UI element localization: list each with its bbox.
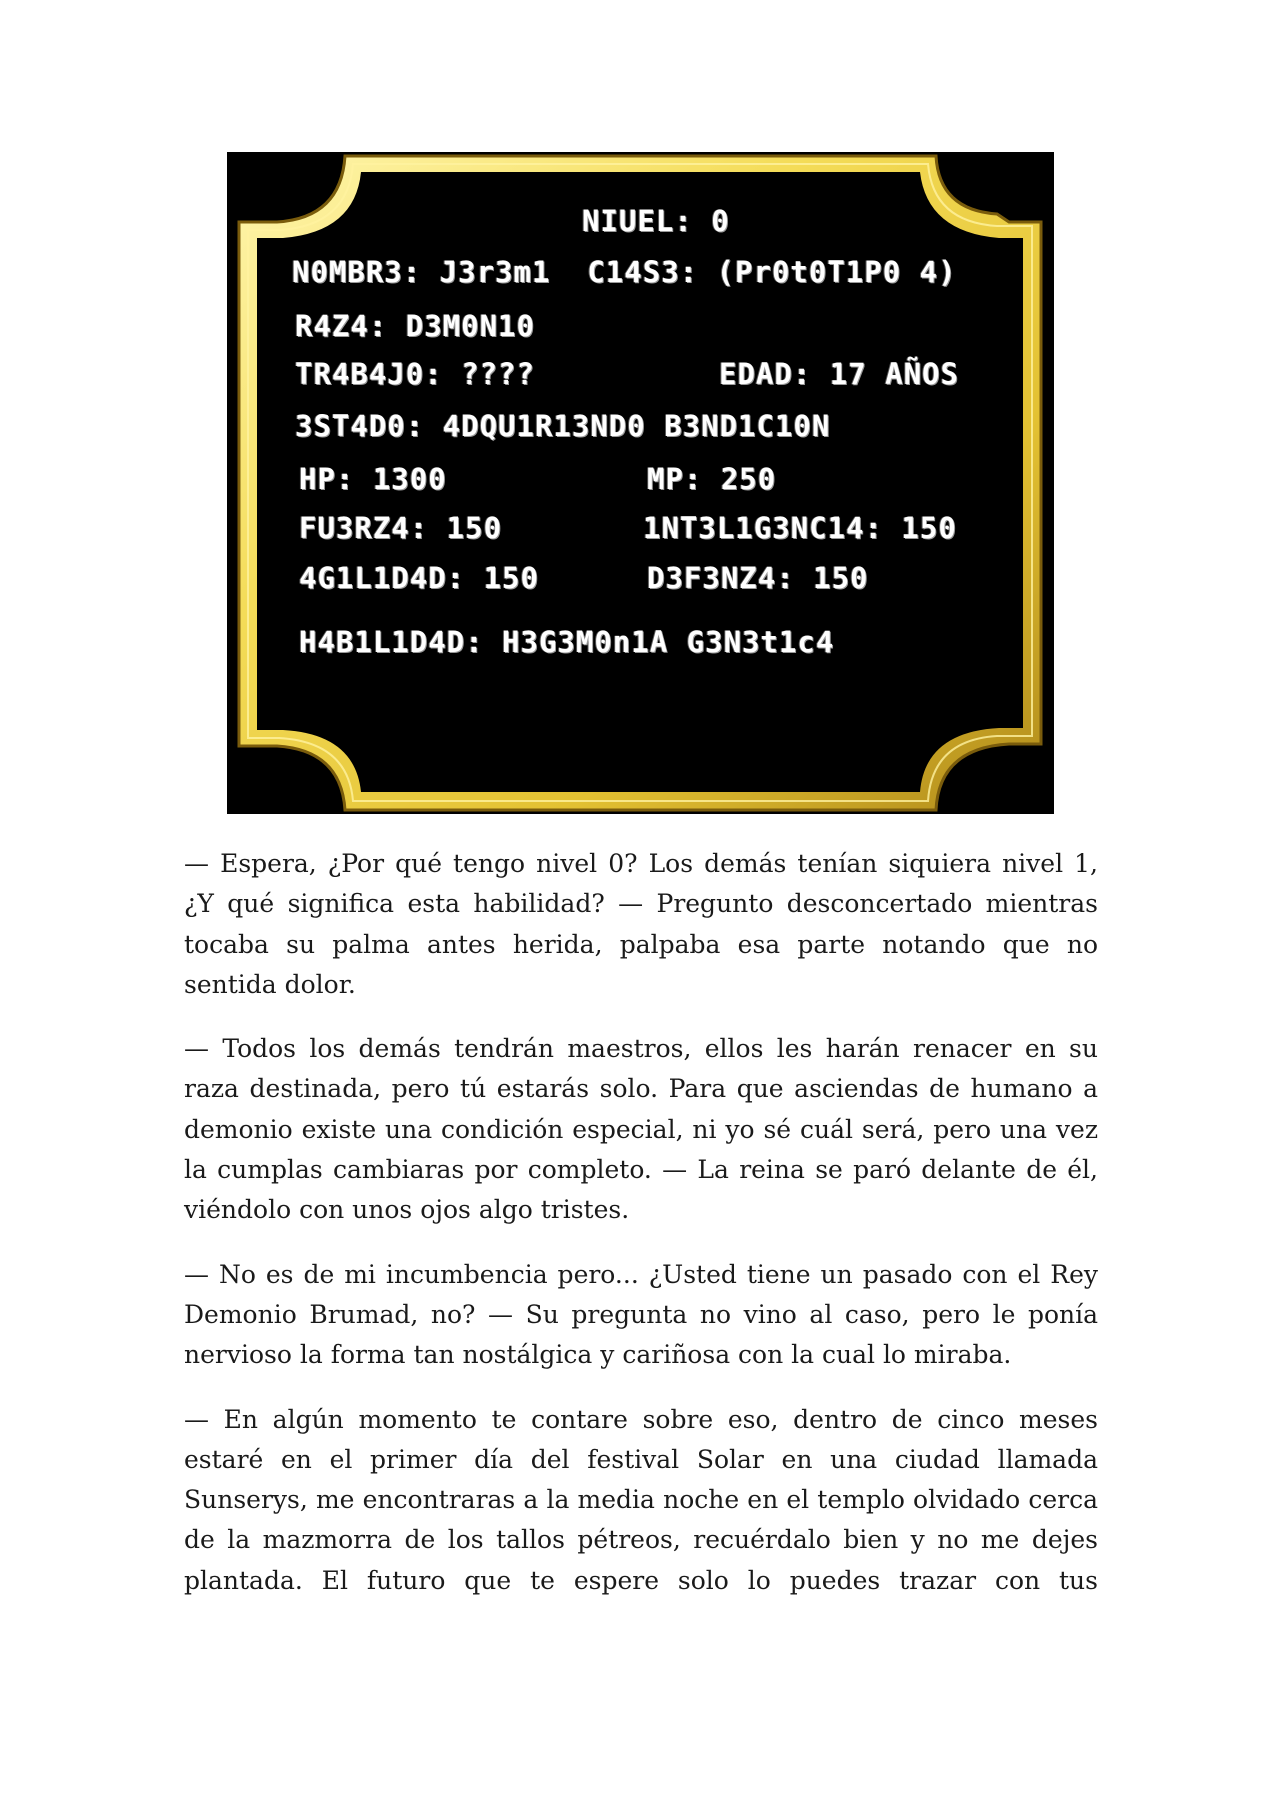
status-hp: HP: 1300 (299, 462, 447, 496)
paragraph: — No es de mi incumbencia pero... ¿Usted tiene un pasado con el Rey Demonio Brumad, no? — Su pregunta no vino al caso, pero le ponía nervioso la forma tan nostálgica y cariñosa con la cual lo miraba. (184, 1259, 1098, 1370)
status-state: 3ST4D0: 4DQU1R13ND0 B3ND1C10N (295, 409, 831, 443)
paragraph: — Todos los demás tendrán maestros, ellos les harán renacer en su raza destinada, pero tú estarás solo. Para que asciendas de humano a demonio existe una condición especial, ni yo sé cuál será, pero una vez la cumplas cambiaras por completo. — La reina se paró delante de él, viéndolo con unos ojos algo tristes. (184, 1034, 1098, 1225)
status-defense: D3F3NZ4: 150 (647, 561, 869, 595)
status-window-image (227, 152, 1054, 814)
status-race: R4Z4: D3M0N10 (295, 309, 535, 343)
paragraph: — Espera, ¿Por qué tengo nivel 0? Los demás tenían siquiera nivel 1, ¿Y qué significa esta habilidad? — Pregunto desconcertado mientras tocaba su palma antes herida, palpaba esa parte notando que no sentida dolor. (184, 849, 1098, 999)
status-agility: 4G1L1D4D: 150 (299, 561, 539, 595)
status-mp: MP: 250 (647, 462, 777, 496)
story-text (184, 844, 1098, 1625)
status-level: NIUEL: 0 (582, 204, 730, 238)
status-age: EDAD: 17 AÑOS (719, 357, 959, 391)
paragraph: — En algún momento te contare sobre eso, dentro de cinco meses estaré en el primer día del festival Solar en una ciudad llamada Sunserys, me encontraras a la media noche en el templo olvidado cerca de la mazmorra de los tallos pétreos, recuérdalo bien y no me dejes plantada. El futuro que te espere solo lo puedes trazar con tus (184, 1404, 1098, 1595)
status-name-class: N0MBR3: J3r3m1 C14S3: (Pr0t0T1P0 4) (292, 255, 957, 289)
status-strength: FU3RZ4: 150 (299, 511, 503, 545)
status-intelligence: 1NT3L1G3NC14: 150 (643, 511, 957, 545)
status-job: TR4B4J0: ???? (295, 357, 535, 391)
status-skill: H4B1L1D4D: H3G3M0n1A G3N3t1c4 (299, 625, 835, 659)
